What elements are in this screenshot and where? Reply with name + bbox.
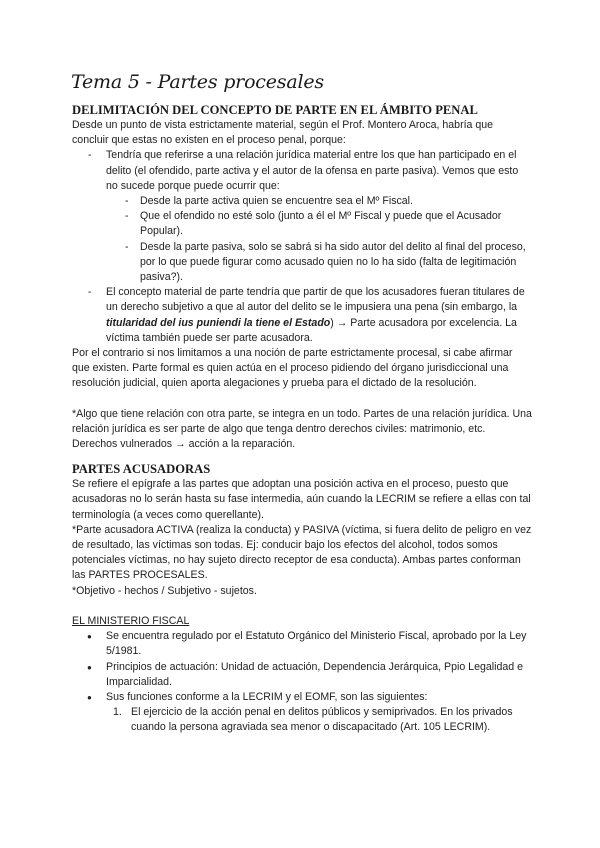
numbered-list: [106, 705, 532, 735]
page-title: Tema 5 - Partes procesales: [71, 71, 324, 93]
list-item-text: Tendría que referirse a una relación jurídica material entre los que han participado en el delito (el ofendido, parte activa y el autor de la ofensa en parte pasiva). Vemos que esto no sucede porque puede ocurrir que:: [106, 149, 519, 192]
paragraph: *Parte acusadora ACTIVA (realiza la conducta) y PASIVA (víctima, si fuera delito de peligro en vez de resultado, las víctimas son todas. Ej: conducir bajo los efectos del alcohol, todos somos potenciales víctimas, no hay sujeto directo receptor de esa conducta). Ambas partes conforman las PARTES PROCESALES.: [72, 523, 532, 582]
paragraph-intro: Desde un punto de vista estrictamente material, según el Prof. Montero Aroca, habría que concluir que estas no existen en el proceso penal, porque:: [72, 119, 494, 147]
section-heading-delimitacion: DELIMITACIÓN DEL CONCEPTO DE PARTE EN EL ÁMBITO PENAL: [72, 103, 478, 117]
sub-dash-list: [106, 194, 532, 285]
list-number: 1.: [113, 706, 122, 719]
list-item-text: Sus funciones conforme a la LECRIM y el EOMF, son las siguientes:: [106, 690, 428, 703]
bullet-list: [72, 629, 532, 735]
list-item: [72, 690, 532, 736]
list-item: ● Principios de actuación: Unidad de actuación, Dependencia Jerárquica, Ppio Legalidad e Imparcialidad.: [72, 660, 532, 690]
section-heading-partes-acusadoras: PARTES ACUSADORAS: [72, 462, 211, 477]
list-item-text: El ejercicio de la acción penal en delitos públicos y semiprivados. En los privados cuando la persona agraviada sea menor o discapacitado (Art. 105 LECRIM).: [131, 706, 513, 734]
list-item: [72, 148, 532, 285]
list-item: - Desde la parte activa quien se encuentre sea el Mº Fiscal.: [106, 194, 532, 209]
list-item: [72, 285, 532, 346]
list-item-text: El concepto material de parte tendría que partir de que los acusadores fueran titulares de un derecho subjetivo a que al autor del delito se le impusiera una pena (sin embargo, la: [106, 286, 525, 314]
list-item: [106, 705, 532, 735]
document-body: [72, 102, 532, 736]
list-item-text: ) → Parte acusadora por excelencia. La víctima también puede ser parte acusadora.: [106, 316, 517, 344]
paragraph-closing: Por el contrario si nos limitamos a una noción de parte estrictamente procesal, si cabe afirmar que existen. Parte formal es quien actúa en el proceso pidiendo del órgano jurisdiccional una resolución judicial, quien aporta alegaciones y prueba para el dictado de la resolución.: [72, 347, 513, 390]
list-item: - Desde la parte pasiva, solo se sabrá si ha sido autor del delito al final del proceso, por lo que puede figurar como acusado quien no lo ha sido (falta de legitimación pasiva?).: [106, 240, 532, 286]
paragraph: Se refiere el epígrafe a las partes que adoptan una posición activa en el proceso, puesto que acusadoras no lo serán hasta su fase intermedia, aún cuando la LECRIM se refiere a ellas con tal terminología (a veces como querellante).: [72, 478, 531, 521]
section-heading-ministerio-fiscal: EL MINISTERIO FISCAL: [72, 614, 190, 627]
paragraph: *Objetivo - hechos / Subjetivo - sujetos.: [72, 584, 257, 597]
paragraph-note: *Algo que tiene relación con otra parte, se integra en un todo. Partes de una relación jurídica. Una relación jurídica es ser parte de algo que tenga dentro derechos civiles: matrimonio, etc. Derechos vulnerados → acción a la reparación.: [72, 407, 532, 451]
list-item: - Que el ofendido no esté solo (junto a él el Mº Fiscal y puede que el Acusador Popular).: [106, 209, 532, 239]
list-item: ● Se encuentra regulado por el Estatuto Orgánico del Ministerio Fiscal, aprobado por la Ley 5/1981.: [72, 629, 532, 659]
emphasis-text: titularidad del ius puniendi la tiene el Estado: [106, 316, 331, 329]
dash-list: [72, 148, 532, 346]
